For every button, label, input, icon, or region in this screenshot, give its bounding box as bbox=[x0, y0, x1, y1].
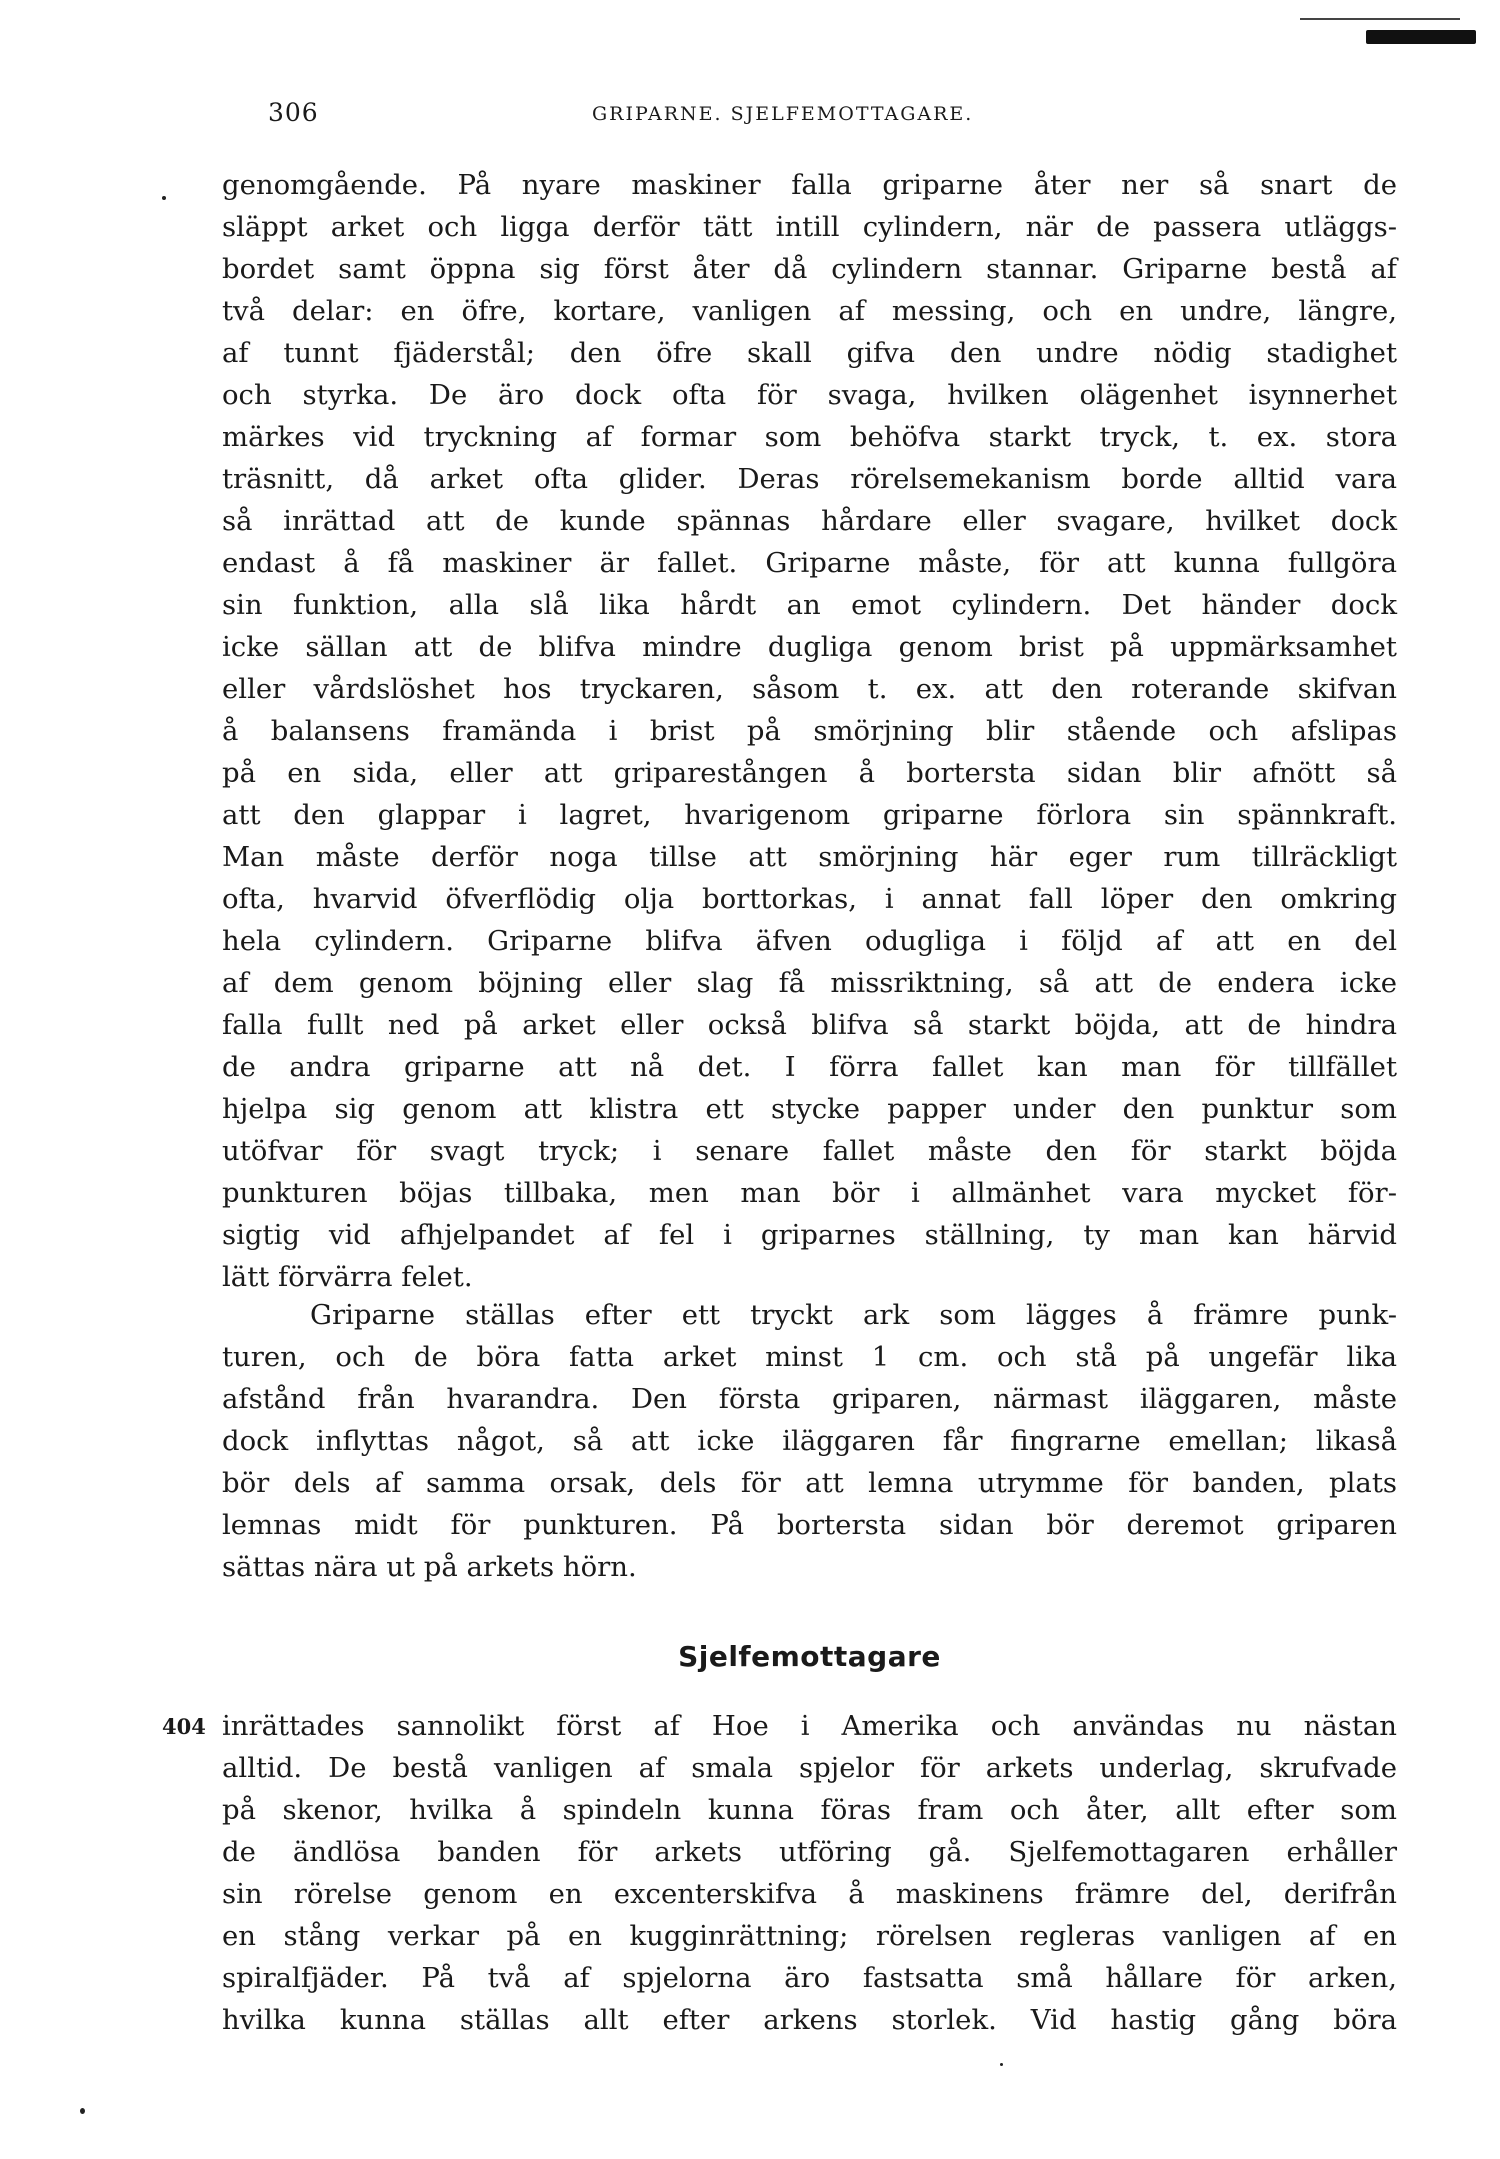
text-line: ofta, hvarvid öfverflödig olja borttorkas, i annat fall löper den omkring bbox=[222, 883, 1397, 915]
text-line: alltid. De bestå vanligen af smala spjelor för arkets underlag, skrufvade bbox=[222, 1752, 1397, 1784]
ink-speck bbox=[80, 2108, 85, 2114]
paragraph-griparne bbox=[222, 164, 1397, 1298]
text-line: punkturen böjas tillbaka, men man bör i allmänhet vara mycket för- bbox=[222, 1177, 1397, 1209]
paragraph-griparne-stallas bbox=[222, 1294, 1397, 1588]
text-line: hjelpa sig genom att klistra ett stycke papper under den punktur som bbox=[222, 1093, 1397, 1125]
text-line: afstånd från hvarandra. Den första griparen, närmast iläggaren, måste bbox=[222, 1383, 1397, 1415]
text-line: genomgående. På nyare maskiner falla griparne åter ner så snart de bbox=[222, 169, 1397, 201]
text-line: lätt förvärra felet. bbox=[222, 1261, 473, 1293]
text-line: hela cylindern. Griparne blifva äfven odugliga i följd af att en del bbox=[222, 925, 1397, 957]
text-line: och styrka. De äro dock ofta för svaga, hvilken olägenhet isynnerhet bbox=[222, 379, 1397, 411]
text-line: bör dels af samma orsak, dels för att lemna utrymme för banden, plats bbox=[222, 1467, 1397, 1499]
text-line: icke sällan att de blifva mindre dugliga genom brist på uppmärksamhet bbox=[222, 631, 1397, 663]
text-line: utöfvar för svagt tryck; i senare fallet måste den för starkt böjda bbox=[222, 1135, 1397, 1167]
paragraph-sjelfemottagare bbox=[222, 1705, 1397, 2041]
text-line: spiralfjäder. På två af spjelorna äro fastsatta små hållare för arken, bbox=[222, 1962, 1397, 1994]
running-head: GRIPARNE. SJELFEMOTTAGARE. bbox=[592, 103, 974, 125]
scan-artifact-mark bbox=[1366, 30, 1476, 44]
text-line: så inrättad att de kunde spännas hårdare eller svagare, hvilket dock bbox=[222, 505, 1397, 537]
text-line: på skenor, hvilka å spindeln kunna föras fram och åter, allt efter som bbox=[222, 1794, 1397, 1826]
text-line: lemnas midt för punkturen. På bortersta sidan bör deremot griparen bbox=[222, 1509, 1397, 1541]
page-number: 306 bbox=[268, 98, 319, 127]
text-line: endast å få maskiner är fallet. Griparne måste, för att kunna fullgöra bbox=[222, 547, 1397, 579]
text-line: Man måste derför noga tillse att smörjning här eger rum tillräckligt bbox=[222, 841, 1397, 873]
text-line: falla fullt ned på arket eller också blifva så starkt böjda, att de hindra bbox=[222, 1009, 1397, 1041]
section-heading: Sjelfemottagare bbox=[678, 1640, 941, 1673]
ink-speck bbox=[162, 196, 166, 200]
text-line: dock inflyttas något, så att icke iläggaren får fingrarne emellan; likaså bbox=[222, 1425, 1397, 1457]
margin-note: 404 bbox=[162, 1714, 206, 1739]
text-line: släppt arket och ligga derför tätt intill cylindern, när de passera utläggs- bbox=[222, 211, 1397, 243]
text-line: sin funktion, alla slå lika hårdt an emot cylindern. Det händer dock bbox=[222, 589, 1397, 621]
text-line: inrättades sannolikt först af Hoe i Amerika och användas nu nästan bbox=[222, 1710, 1397, 1742]
text-line: på en sida, eller att griparestången å bortersta sidan blir afnött så bbox=[222, 757, 1397, 789]
page-header bbox=[268, 98, 1278, 138]
text-line: Griparne ställas efter ett tryckt ark som lägges å främre punk- bbox=[310, 1299, 1397, 1331]
text-line: af dem genom böjning eller slag få missriktning, så att de endera icke bbox=[222, 967, 1397, 999]
text-line: å balansens framända i brist på smörjning blir stående och afslipas bbox=[222, 715, 1397, 747]
text-line: turen, och de böra fatta arket minst 1 cm. och stå på ungefär lika bbox=[222, 1341, 1397, 1373]
text-line: träsnitt, då arket ofta glider. Deras rörelsemekanism borde alltid vara bbox=[222, 463, 1397, 495]
text-line: sin rörelse genom en excenterskifva å maskinens främre del, derifrån bbox=[222, 1878, 1397, 1910]
text-line: att den glappar i lagret, hvarigenom griparne förlora sin spännkraft. bbox=[222, 799, 1397, 831]
text-line: märkes vid tryckning af formar som behöfva starkt tryck, t. ex. stora bbox=[222, 421, 1397, 453]
text-line: de ändlösa banden för arkets utföring gå. Sjelfemottagaren erhåller bbox=[222, 1836, 1397, 1868]
scan-artifact-line bbox=[1300, 18, 1460, 20]
text-line: af tunnt fjäderstål; den öfre skall gifva den undre nödig stadighet bbox=[222, 337, 1397, 369]
text-line: en stång verkar på en kugginrättning; rörelsen regleras vanligen af en bbox=[222, 1920, 1397, 1952]
ink-speck bbox=[1000, 2063, 1003, 2066]
text-line: sättas nära ut på arkets hörn. bbox=[222, 1551, 637, 1583]
text-line: två delar: en öfre, kortare, vanligen af messing, och en undre, längre, bbox=[222, 295, 1397, 327]
text-line: de andra griparne att nå det. I förra fallet kan man för tillfället bbox=[222, 1051, 1397, 1083]
text-line: sigtig vid afhjelpandet af fel i griparnes ställning, ty man kan härvid bbox=[222, 1219, 1397, 1251]
text-line: hvilka kunna ställas allt efter arkens storlek. Vid hastig gång böra bbox=[222, 2004, 1397, 2036]
text-line: eller vårdslöshet hos tryckaren, såsom t. ex. att den roterande skifvan bbox=[222, 673, 1397, 705]
text-line: bordet samt öppna sig först åter då cylindern stannar. Griparne bestå af bbox=[222, 253, 1397, 285]
